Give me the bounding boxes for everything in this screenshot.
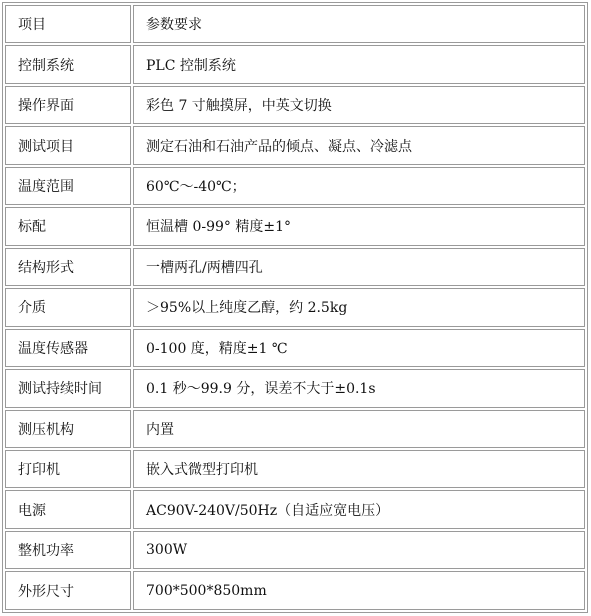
table-row <box>5 167 585 205</box>
row-key-pressure-mechanism: 测压机构 <box>5 410 131 448</box>
table-row <box>5 450 585 488</box>
table-row <box>5 410 585 448</box>
table-row <box>5 369 585 407</box>
row-value-pressure-mechanism: 内置 <box>133 410 585 448</box>
row-key-structure: 结构形式 <box>5 248 131 286</box>
row-key-power-rating: 整机功率 <box>5 531 131 569</box>
row-key-test-duration: 测试持续时间 <box>5 369 131 407</box>
table-row <box>5 207 585 245</box>
row-value-dimensions: 700*500*850mm <box>133 571 585 610</box>
row-value-temperature-sensor: 0-100 度，精度±1 ℃ <box>133 329 585 367</box>
row-value-power-rating: 300W <box>133 531 585 569</box>
table-row <box>5 329 585 367</box>
row-value-control-system: PLC 控制系统 <box>133 45 585 83</box>
row-key-standard-config: 标配 <box>5 207 131 245</box>
header-key-cell: 项目 <box>5 5 131 43</box>
row-value-test-duration: 0.1 秒～99.9 分，误差不大于±0.1s <box>133 369 585 407</box>
row-value-standard-config: 恒温槽 0-99° 精度±1° <box>133 207 585 245</box>
row-value-medium: ＞95%以上纯度乙醇，约 2.5kg <box>133 288 585 326</box>
table-row <box>5 531 585 569</box>
header-value-cell: 参数要求 <box>133 5 585 43</box>
table-header-row <box>5 5 585 43</box>
spec-table <box>2 2 588 613</box>
table-row <box>5 248 585 286</box>
table-row <box>5 288 585 326</box>
row-value-test-items: 测定石油和石油产品的倾点、凝点、冷滤点 <box>133 126 585 164</box>
row-value-operation-interface: 彩色 7 寸触摸屏，中英文切换 <box>133 86 585 124</box>
row-value-temperature-range: 60℃～-40℃； <box>133 167 585 205</box>
row-key-test-items: 测试项目 <box>5 126 131 164</box>
table-row <box>5 86 585 124</box>
row-value-printer: 嵌入式微型打印机 <box>133 450 585 488</box>
table-row <box>5 490 585 528</box>
table-row <box>5 126 585 164</box>
row-key-operation-interface: 操作界面 <box>5 86 131 124</box>
table-row <box>5 45 585 83</box>
row-key-printer: 打印机 <box>5 450 131 488</box>
table-row <box>5 571 585 610</box>
row-key-medium: 介质 <box>5 288 131 326</box>
row-key-temperature-range: 温度范围 <box>5 167 131 205</box>
row-key-temperature-sensor: 温度传感器 <box>5 329 131 367</box>
row-value-power-supply: AC90V-240V/50Hz（自适应宽电压） <box>133 490 585 528</box>
row-key-power-supply: 电源 <box>5 490 131 528</box>
row-value-structure: 一槽两孔/两槽四孔 <box>133 248 585 286</box>
row-key-control-system: 控制系统 <box>5 45 131 83</box>
row-key-dimensions: 外形尺寸 <box>5 571 131 610</box>
